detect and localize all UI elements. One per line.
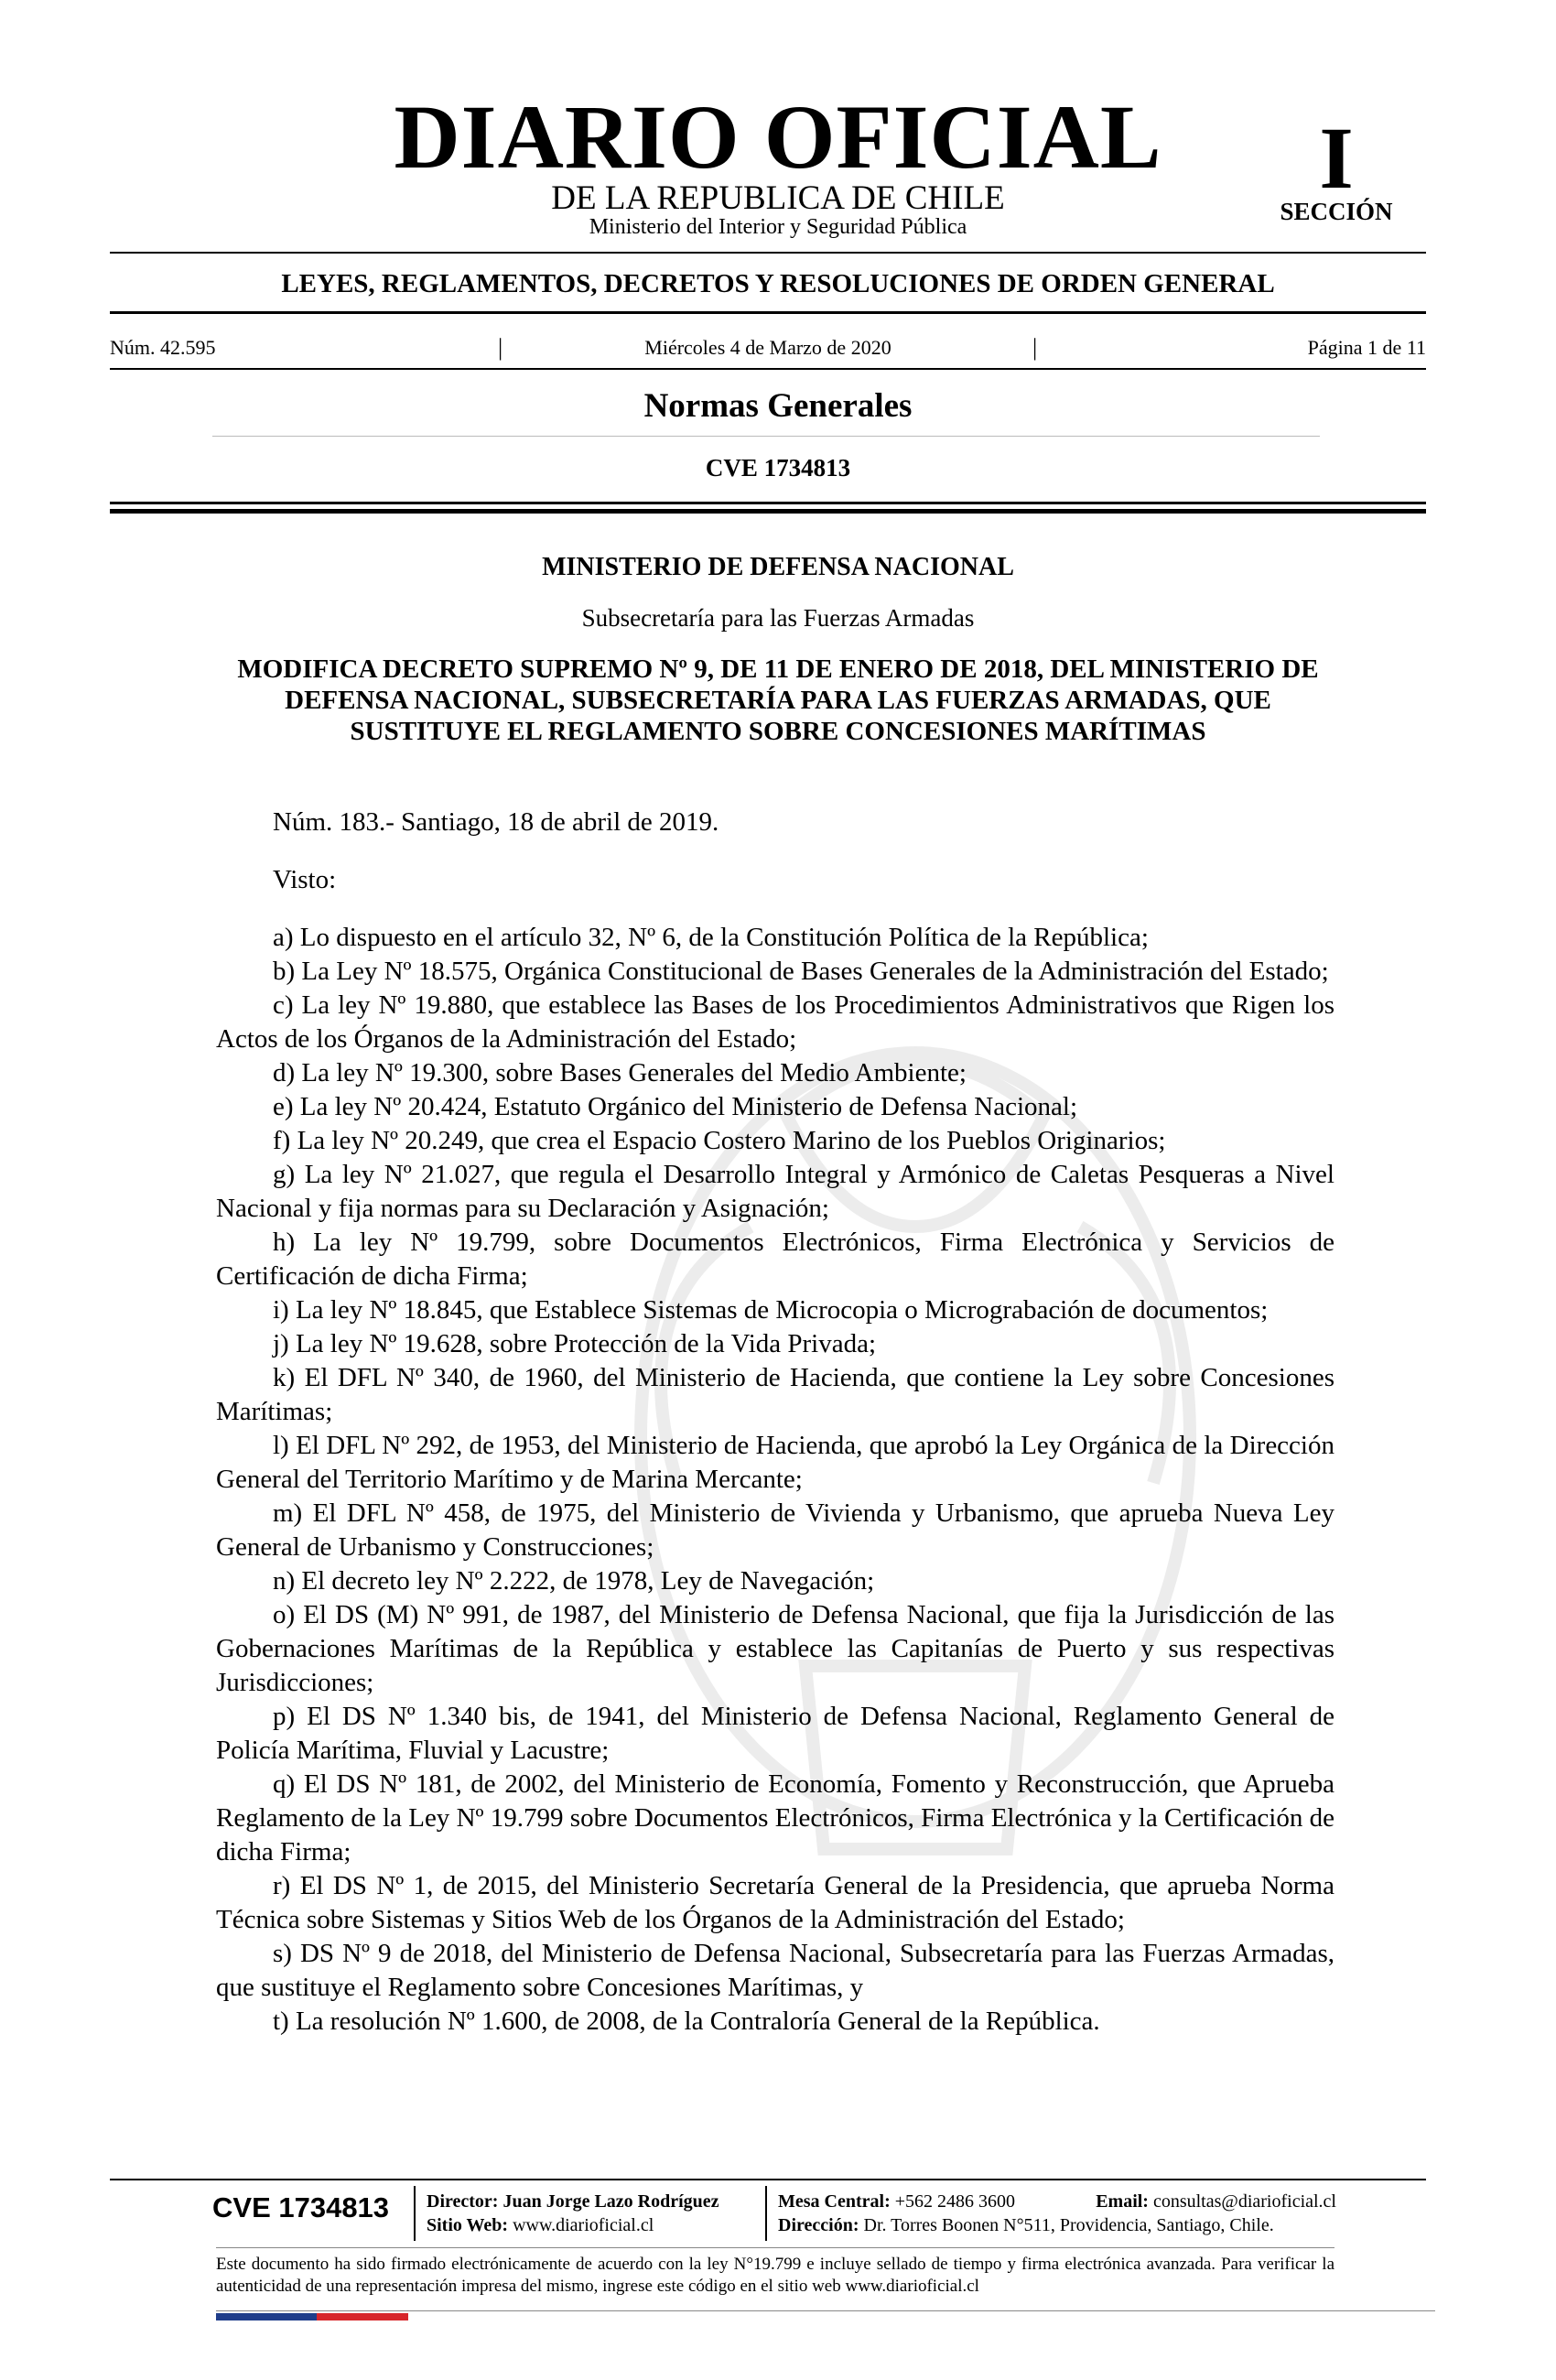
divider bbox=[765, 2186, 767, 2241]
footer-contact-block bbox=[778, 2190, 1336, 2237]
footer-cve-code: CVE 1734813 bbox=[212, 2191, 390, 2223]
flag-stripe-blue bbox=[216, 2313, 317, 2320]
flag-stripe-red bbox=[317, 2313, 408, 2320]
issue-date: Miércoles 4 de Marzo de 2020 bbox=[644, 336, 891, 359]
list-item: h) La ley Nº 19.799, sobre Documentos Electrónicos, Firma Electrónica y Servicios de Certificación de dicha Firma; bbox=[216, 1228, 1334, 1291]
divider bbox=[216, 2310, 1435, 2311]
footer-director-block bbox=[427, 2190, 765, 2237]
decree-number-date: Núm. 183.- Santiago, 18 de abril de 2019. bbox=[273, 807, 719, 837]
list-item: s) DS Nº 9 de 2018, del Ministerio de Defensa Nacional, Subsecretaría para las Fuerzas Armadas, que sustituye el Reglamento sobre Concesiones Marítimas, y bbox=[216, 1939, 1334, 2002]
divider bbox=[110, 2179, 1426, 2180]
list-item: i) La ley Nº 18.845, que Establece Sistemas de Microcopia o Micrograbación de documentos; bbox=[273, 1295, 1269, 1325]
issue-meta bbox=[110, 334, 1426, 362]
list-item: o) El DS (M) Nº 991, de 1987, del Ministerio de Defensa Nacional, que fija la Jurisdicción de las Gobernaciones Marítimas de la República y establece las Capitanías de Puerto y sus respectivas Jurisdicciones; bbox=[216, 1600, 1334, 1697]
list-item: n) El decreto ley Nº 2.222, de 1978, Ley de Navegación; bbox=[273, 1566, 875, 1596]
category-title: Normas Generales bbox=[643, 387, 913, 425]
divider bbox=[212, 436, 1320, 437]
visto-label: Visto: bbox=[273, 865, 337, 894]
divider bbox=[110, 252, 1426, 254]
director-label: Director: bbox=[427, 2191, 499, 2212]
list-item: r) El DS Nº 1, de 2015, del Ministerio Secretaría General de la Presidencia, que aprueba Norma Técnica sobre Sistemas y Sitios Web de los Órganos de la Administración del Estado; bbox=[216, 1871, 1334, 1934]
address-text: Dr. Torres Boonen N°511, Providencia, Santiago, Chile. bbox=[863, 2215, 1274, 2235]
divider bbox=[110, 509, 1426, 514]
gazette-ministry: Ministerio del Interior y Seguridad Pública bbox=[589, 215, 967, 239]
list-item: k) El DFL Nº 340, de 1960, del Ministerio de Hacienda, que contiene la Ley sobre Concesiones Marítimas; bbox=[216, 1363, 1334, 1426]
meta-separator: | bbox=[498, 334, 503, 361]
decree-title: MODIFICA DECRETO SUPREMO Nº 9, DE 11 DE ENERO DE 2018, DEL MINISTERIO DE DEFENSA NACIONAL, SUBSECRETARÍA PARA LAS FUERZAS ARMADAS, QUE SUSTITUYE EL REGLAMENTO SOBRE CONCESIONES MARÍTIMAS bbox=[237, 654, 1319, 746]
divider bbox=[414, 2186, 416, 2241]
list-item: q) El DS Nº 181, de 2002, del Ministerio de Economía, Fomento y Reconstrucción, que Aprueba Reglamento de la Ley Nº 19.799 sobre Documentos Electrónicos, Firma Electrónica y la Certificación de dicha Firma; bbox=[216, 1769, 1334, 1866]
divider bbox=[110, 502, 1426, 504]
list-item: l) El DFL Nº 292, de 1953, del Ministerio de Hacienda, que aprobó la Ley Orgánica de la Dirección General del Territorio Marítimo y de Marina Mercante; bbox=[216, 1431, 1334, 1494]
list-item: t) La resolución Nº 1.600, de 2008, de la Contraloría General de la República. bbox=[273, 2007, 1100, 2036]
issuing-ministry: MINISTERIO DE DEFENSA NACIONAL bbox=[542, 553, 1014, 581]
list-item: m) El DFL Nº 458, de 1975, del Ministerio de Vivienda y Urbanismo, que aprueba Nueva Ley General de Urbanismo y Construcciones; bbox=[216, 1498, 1334, 1562]
meta-separator: | bbox=[1032, 334, 1038, 361]
subsecretariat: Subsecretaría para las Fuerzas Armadas bbox=[581, 604, 975, 632]
email-link[interactable]: consultas@diarioficial.cl bbox=[1152, 2191, 1336, 2212]
list-item: p) El DS Nº 1.340 bis, de 1941, del Ministerio de Defensa Nacional, Reglamento General de Policía Marítima, Fluvial y Lacustre; bbox=[216, 1702, 1334, 1765]
website-link[interactable]: www.diarioficial.cl bbox=[513, 2215, 654, 2235]
address-label: Dirección: bbox=[778, 2215, 859, 2235]
page-count: Página 1 de 11 bbox=[1307, 336, 1426, 359]
list-item: c) La ley Nº 19.880, que establece las Bases de los Procedimientos Administrativos que Rigen los Actos de los Órganos de la Administración del Estado; bbox=[216, 990, 1334, 1054]
cve-code: CVE 1734813 bbox=[705, 454, 851, 481]
phone-label: Mesa Central: bbox=[778, 2191, 891, 2212]
divider bbox=[110, 311, 1426, 314]
section-label: SECCIÓN bbox=[1280, 198, 1393, 225]
gazette-title: DIARIO OFICIAL bbox=[394, 86, 1162, 188]
decree-body bbox=[216, 806, 1334, 2039]
section-heading: LEYES, REGLAMENTOS, DECRETOS Y RESOLUCIONES DE ORDEN GENERAL bbox=[281, 269, 1275, 298]
list-item: e) La ley Nº 20.424, Estatuto Orgánico del Ministerio de Defensa Nacional; bbox=[273, 1092, 1078, 1121]
list-item: j) La ley Nº 19.628, sobre Protección de la Vida Privada; bbox=[273, 1329, 877, 1358]
email-label: Email: bbox=[1096, 2191, 1149, 2212]
list-item: f) La ley Nº 20.249, que crea el Espacio Costero Marino de los Pueblos Originarios; bbox=[273, 1126, 1166, 1155]
signature-notice: Este documento ha sido firmado electrónicamente de acuerdo con la ley N°19.799 e incluye sellado de tiempo y firma electrónica avanzada. Para verificar la autenticidad de una representación impresa del mismo, ingrese este código en el sitio web www.diarioficial.cl bbox=[216, 2255, 1334, 2296]
section-number: I bbox=[1319, 109, 1354, 207]
gazette-subtitle: DE LA REPUBLICA DE CHILE bbox=[551, 179, 1005, 217]
issue-number: Núm. 42.595 bbox=[110, 336, 216, 359]
list-item: b) La Ley Nº 18.575, Orgánica Constitucional de Bases Generales de la Administración del Estado; bbox=[273, 957, 1329, 986]
divider bbox=[216, 2247, 1334, 2248]
director-name: Juan Jorge Lazo Rodríguez bbox=[502, 2191, 719, 2212]
divider bbox=[110, 368, 1426, 370]
website-label: Sitio Web: bbox=[427, 2215, 509, 2235]
list-item: d) La ley Nº 19.300, sobre Bases Generales del Medio Ambiente; bbox=[273, 1058, 967, 1087]
list-item: a) Lo dispuesto en el artículo 32, Nº 6, de la Constitución Política de la República; bbox=[273, 923, 1149, 952]
list-item: g) La ley Nº 21.027, que regula el Desarrollo Integral y Armónico de Caletas Pesqueras a Nivel Nacional y fija normas para su Declaración y Asignación; bbox=[216, 1160, 1334, 1223]
phone-number: +562 2486 3600 bbox=[894, 2191, 1016, 2212]
